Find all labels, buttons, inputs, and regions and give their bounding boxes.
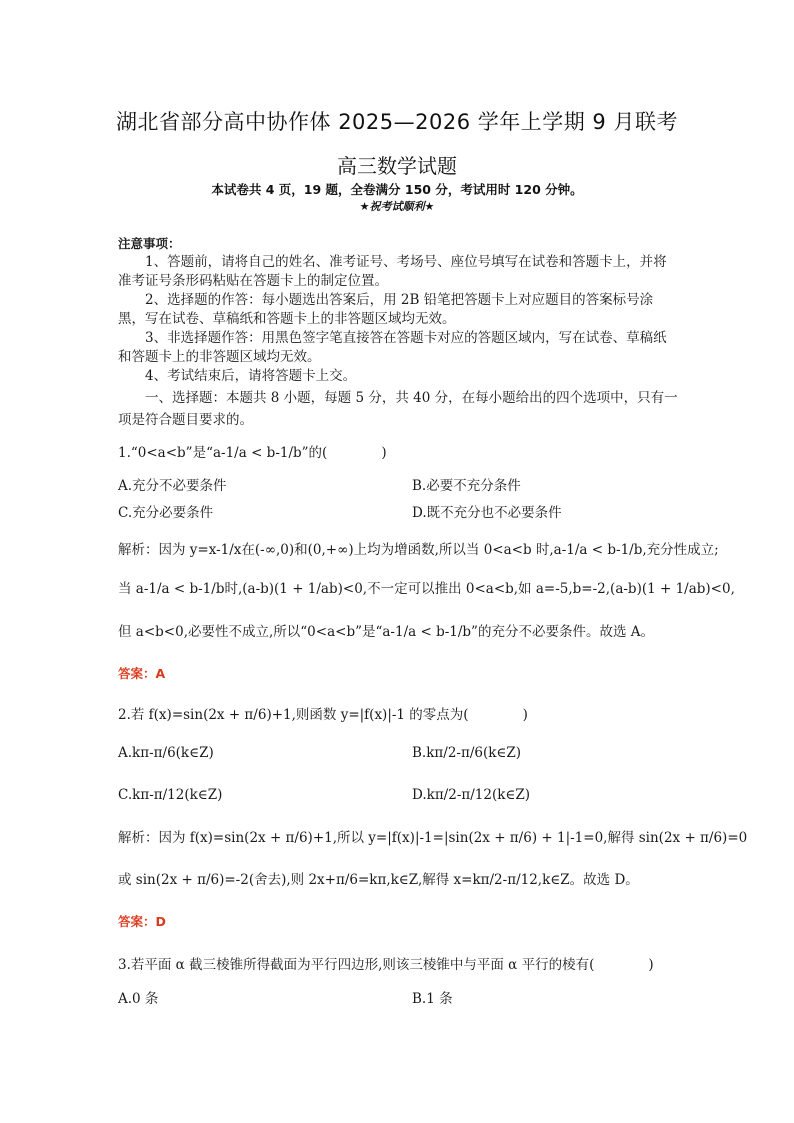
question-1-stem: 1.“0<a<b”是“a-1/a < b-1/b”的( ) [118,445,387,461]
exam-title: 湖北省部分高中协作体 2025—2026 学年上学期 9 月联考 [116,110,678,134]
q1-solution-line-1: 解析：因为 y=x-1/x在(-∞,0)和(0,+∞)上均为增函数,所以当 0<a<b 时,a-1/a < b-1/b,充分性成立; [118,542,719,558]
exam-wish: ★祝考试顺利★ [359,200,435,213]
q1-solution-line-3: 但 a<b<0,必要性不成立,所以“0<a<b”是“a-1/a < b-1/b”的充分不必要条件。故选 A。 [118,624,654,640]
q2-solution-line-1: 解析：因为 f(x)=sin(2x + π/6)+1,所以 y=|f(x)|-1=|sin(2x + π/6) + 1|-1=0,解得 sin(2x + π/6)=0 [118,830,748,846]
q2-solution-line-2: 或 sin(2x + π/6)=-2(舍去),则 2x+π/6=kπ,k∈Z,解得 x=kπ/2-π/12,k∈Z。故选 D。 [118,872,639,888]
notice-item-2: 2、选择题的作答：每小题选出答案后，用 2B 铅笔把答题卡上对应题目的答案标号涂黑，写在试卷、草稿纸和答题卡上的非答题区域均无效。 [118,292,654,327]
notice-heading: 注意事项： [118,236,181,251]
q1-answer: 答案：A [118,666,166,681]
question-3-stem: 3.若平面 α 截三棱锥所得截面为平行四边形,则该三棱锥中与平面 α 平行的棱有( ) [118,957,654,973]
q2-option-c: C.kπ-π/12(k∈Z) [118,787,223,803]
q1-option-a: A.充分不必要条件 [118,478,227,494]
notice-item-4: 4、考试结束后，请将答题卡上交。 [145,368,357,384]
section1-intro: 一、选择题：本题共 8 小题，每题 5 分，共 40 分，在每小题给出的四个选项中，只有一项是符合题目要求的。 [118,390,678,428]
exam-subtitle: 高三数学试题 [337,154,457,178]
q2-option-a: A.kπ-π/6(k∈Z) [118,745,214,761]
q1-option-c: C.充分必要条件 [118,505,214,521]
exam-info: 本试卷共 4 页，19 题，全卷满分 150 分，考试用时 120 分钟。 [211,182,583,197]
question-2-stem: 2.若 f(x)=sin(2x + π/6)+1,则函数 y=|f(x)|-1 的零点为( ) [118,707,528,723]
q1-option-b: B.必要不充分条件 [412,478,521,494]
q3-option-a: A.0 条 [118,991,159,1007]
q3-option-b: B.1 条 [412,991,453,1007]
q2-answer: 答案：D [118,914,166,929]
q2-option-d: D.kπ/2-π/12(k∈Z) [412,787,531,803]
q2-option-b: B.kπ/2-π/6(k∈Z) [412,745,522,761]
q1-solution-line-2: 当 a-1/a < b-1/b时,(a-b)(1 + 1/ab)<0,不一定可以推出 0<a<b,如 a=-5,b=-2,(a-b)(1 + 1/ab)<0, [118,581,735,597]
q1-option-d: D.既不充分也不必要条件 [412,505,562,521]
notice-item-3: 3、非选择题作答：用黑色签字笔直接答在答题卡对应的答题区域内，写在试卷、草稿纸和答题卡上的非答题区域均无效。 [118,330,667,365]
notice-item-1: 1、答题前，请将自己的姓名、准考证号、考场号、座位号填写在试卷和答题卡上，并将准考证号条形码粘贴在答题卡上的制定位置。 [118,254,667,289]
